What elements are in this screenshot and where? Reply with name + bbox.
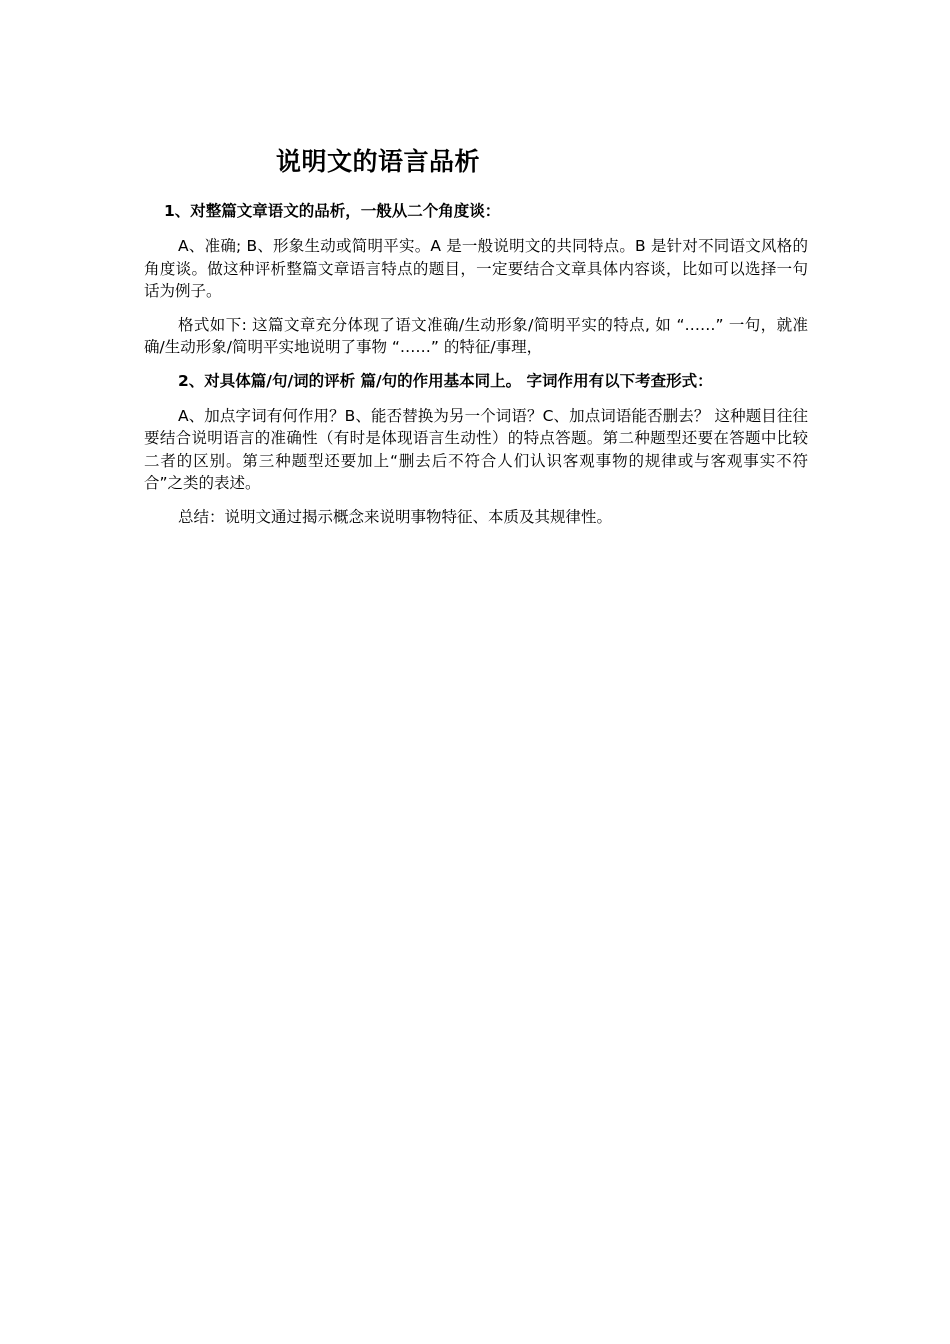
page-title: 说明文的语言品析 (276, 147, 481, 176)
section-1-paragraph-2: 格式如下: 这篇文章充分体现了语文准确/生动形象/简明平实的特点, 如 “……” 一句，就准确/生动形象/简明平实地说明了事物 “……” 的特征/事理， (144, 315, 808, 356)
section-1-paragraph-1: A、准确; B、形象生动或简明平实。A 是一般说明文的共同特点。B 是针对不同语文风格的角度谈。做这种评析整篇文章语言特点的题目，一定要结合文章具体内容谈，比如可以选择一句话为例子。 (144, 237, 808, 300)
section-2-paragraph-1: A、加点字词有何作用？B、能否替换为另一个词语？C、加点词语能否删去？ 这种题目往往要结合说明语言的准确性（有时是体现语言生动性）的特点答题。第二种题型还要在答题中比较二者的区别。第三种题型还要加上“删去后不符合人们认识客观事物的规律或与客观事实不符合”之类的表述。 (144, 406, 808, 492)
summary-paragraph: 总结：说明文通过揭示概念来说明事物特征、本质及其规律性。 (178, 507, 613, 526)
section-2-heading: 2、对具体篇/句/词的评析 篇/句的作用基本同上。 字词作用有以下考查形式： (178, 371, 713, 390)
document-body (144, 142, 808, 539)
section-1-heading: 1、对整篇文章语文的品析，一般从二个角度谈： (164, 202, 501, 220)
